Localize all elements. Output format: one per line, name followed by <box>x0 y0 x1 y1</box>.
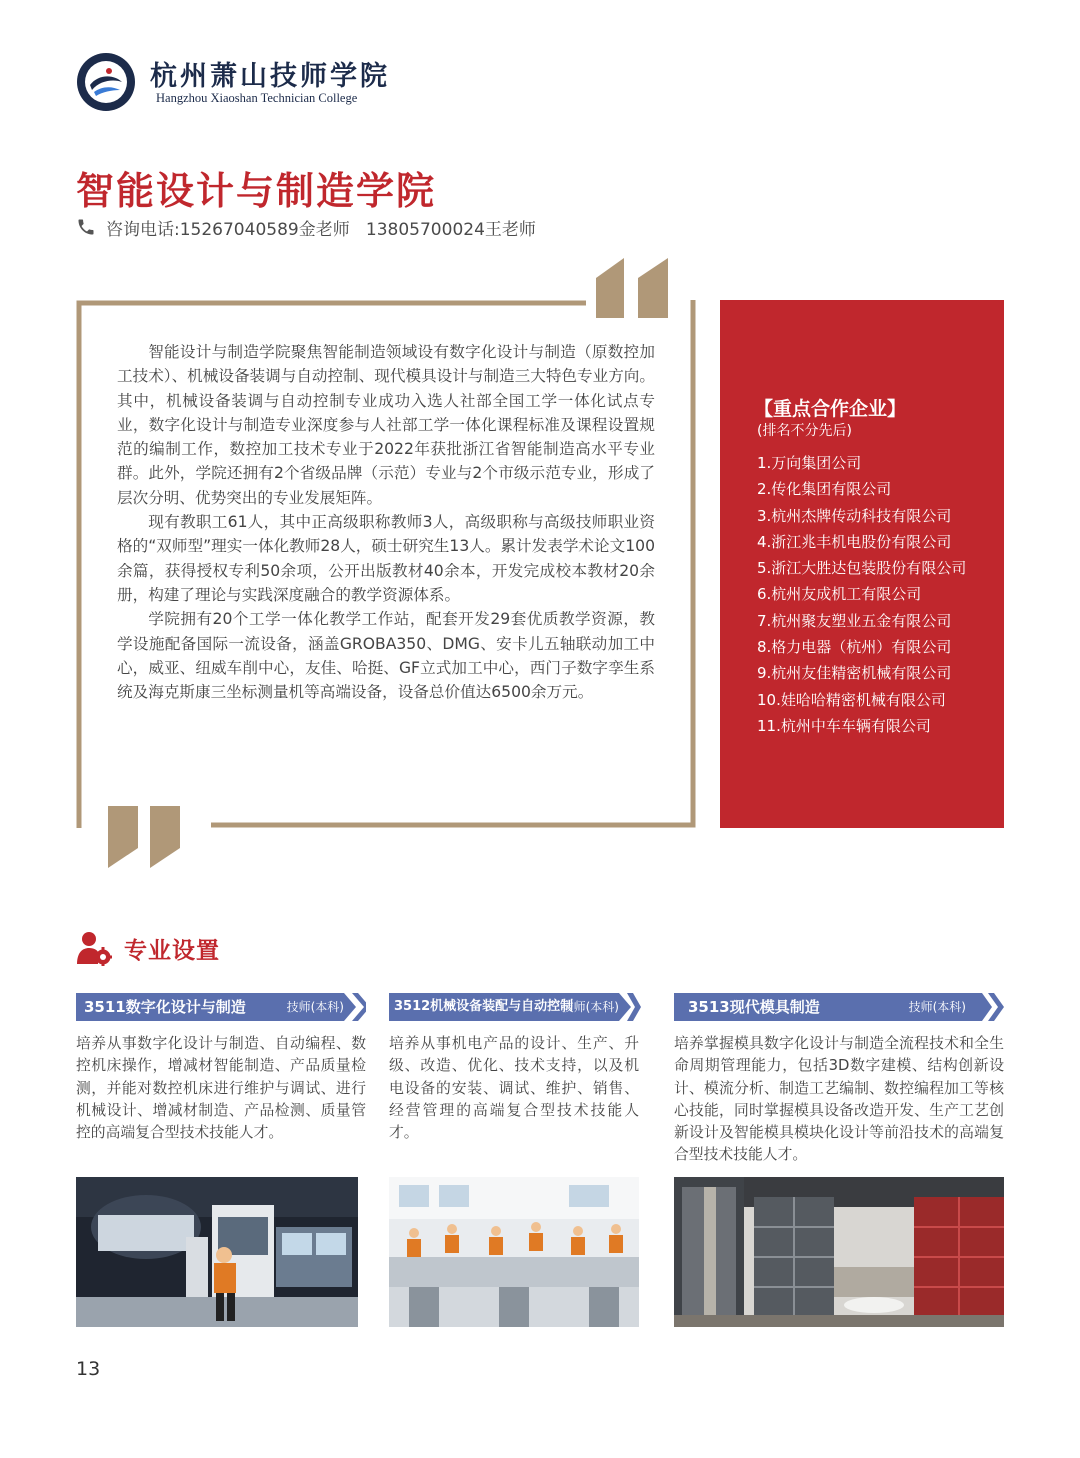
partner-item: 6.杭州友成机工有限公司 <box>757 585 922 604</box>
major-description: 培养掌握模具数字化设计与制造全流程技术和全生命周期管理能力，包括3D数字建模、结构创新设计、模流分析、制造工艺编制、数控编程加工等核心技能，同时掌握模具设备改造开发、生产工艺创新设计及智能模具模块化设计等前沿技术的高端复合型技术技能人才。 <box>674 1035 1004 1164</box>
majors-section-header <box>76 928 220 968</box>
phone-row <box>76 214 536 240</box>
intro-paragraph-3: 学院拥有20个工学一体化教学工作站，配套开发29套优质教学资源，教学设施配备国际一流设备，涵盖GROBA350、DMG、安卡儿五轴联动加工中心，威亚、纽威车削中心，友佳、哈挺、GF立式加工中心，西门子数字孪生系统及海克斯康三坐标测量机等高端设备，设备总价值达6500余万元。 <box>117 610 655 702</box>
mold-lab-showroom-photo <box>674 1177 1004 1327</box>
major-level: 技师(本科) <box>286 1000 344 1014</box>
major-name: 3512机械设备装配与自动控制 <box>394 999 574 1014</box>
college-logo <box>76 50 406 114</box>
major-level: 技师(本科) <box>908 1000 966 1014</box>
major-name: 3513现代模具制造 <box>688 998 820 1016</box>
major-level: 技师(本科) <box>561 1000 619 1014</box>
partner-subtitle: (排名不分先后) <box>757 423 852 439</box>
major-card <box>674 993 1004 1167</box>
phone-text: 咨询电话:15267040589金老师 13805700024王老师 <box>106 219 536 240</box>
partner-item: 1.万向集团公司 <box>757 454 862 472</box>
major-name: 3511数字化设计与制造 <box>84 998 246 1016</box>
user-gear-icon <box>76 930 112 966</box>
page-number: 13 <box>76 1358 101 1380</box>
major-description: 培养从事机电产品的设计、生产、升级、改造、优化、技术支持，以及机电设备的安装、调试、维护、销售、经营管理的高端复合型技术技能人才。 <box>389 1035 639 1142</box>
partner-item: 2.传化集团有限公司 <box>757 480 892 499</box>
intro-paragraph-2: 现有教职工61人，其中正高级职称教师3人，高级职称与高级技师职业资格的“双师型”理实一体化教师28人，硕士研究生13人。累计发表学术论文100余篇，获得授权专利50余项，公开出版教材40余本，开发完成校本教材20余册，构建了理论与实践深度融合的教学资源体系。 <box>117 513 655 604</box>
logo-english-name: Hangzhou Xiaoshan Technician College <box>156 91 358 105</box>
partner-item: 11.杭州中车车辆有限公司 <box>757 716 931 735</box>
partner-item: 9.杭州友佳精密机械有限公司 <box>757 664 952 683</box>
major-bar <box>76 993 366 1021</box>
phone-icon <box>76 217 96 237</box>
logo-chinese-name: 杭州萧山技师学院 <box>150 61 390 92</box>
close-quote-icon <box>104 806 186 868</box>
page-title: 智能设计与制造学院 <box>76 169 437 213</box>
partner-companies-box <box>720 300 1004 828</box>
partner-item: 4.浙江兆丰机电股份有限公司 <box>757 532 952 551</box>
intro-text <box>117 340 655 704</box>
partner-item: 7.杭州聚友塑业五金有限公司 <box>757 611 952 630</box>
workshop-students-photo <box>389 1177 639 1327</box>
partner-item: 3.杭州杰牌传动科技有限公司 <box>757 506 952 525</box>
major-bar <box>674 993 1004 1021</box>
intro-paragraph-1: 智能设计与制造学院聚焦智能制造领域设有数字化设计与制造（原数控加工技术）、机械设备装调与自动控制、现代模具设计与制造三大特色专业方向。其中，机械设备装调与自动控制专业成功入选人社部全国工学一体化试点专业，数字化设计与制造专业深度参与人社部工学一体化课程标准及课程设置规范的编制工作，数控加工技术专业于2022年获批浙江省智能制造高水平专业群。此外，学院还拥有2个省级品牌（示范）专业与2个市级示范专业，形成了层次分明、优势突出的专业发展矩阵。 <box>117 343 655 507</box>
partner-title: 【重点合作企业】 <box>754 398 907 420</box>
majors-section-title: 专业设置 <box>124 937 220 964</box>
cnc-lab-photo <box>76 1177 358 1327</box>
major-card <box>389 993 639 1144</box>
major-bar <box>389 993 639 1021</box>
partner-item: 10.娃哈哈精密机械有限公司 <box>757 690 946 709</box>
major-card <box>76 993 366 1144</box>
major-description: 培养从事数字化设计与制造、自动编程、数控机床操作，增减材智能制造、产品质量检测，并能对数控机床进行维护与调试、进行机械设计、增减材制造、产品检测、质量管控的高端复合型技术技能人才。 <box>76 1035 366 1142</box>
open-quote-icon <box>590 258 672 320</box>
college-emblem-icon <box>76 52 136 112</box>
partner-item: 5.浙江大胜达包装股份有限公司 <box>757 559 967 578</box>
partner-item: 8.格力电器（杭州）有限公司 <box>757 638 952 657</box>
partner-list <box>757 450 966 739</box>
